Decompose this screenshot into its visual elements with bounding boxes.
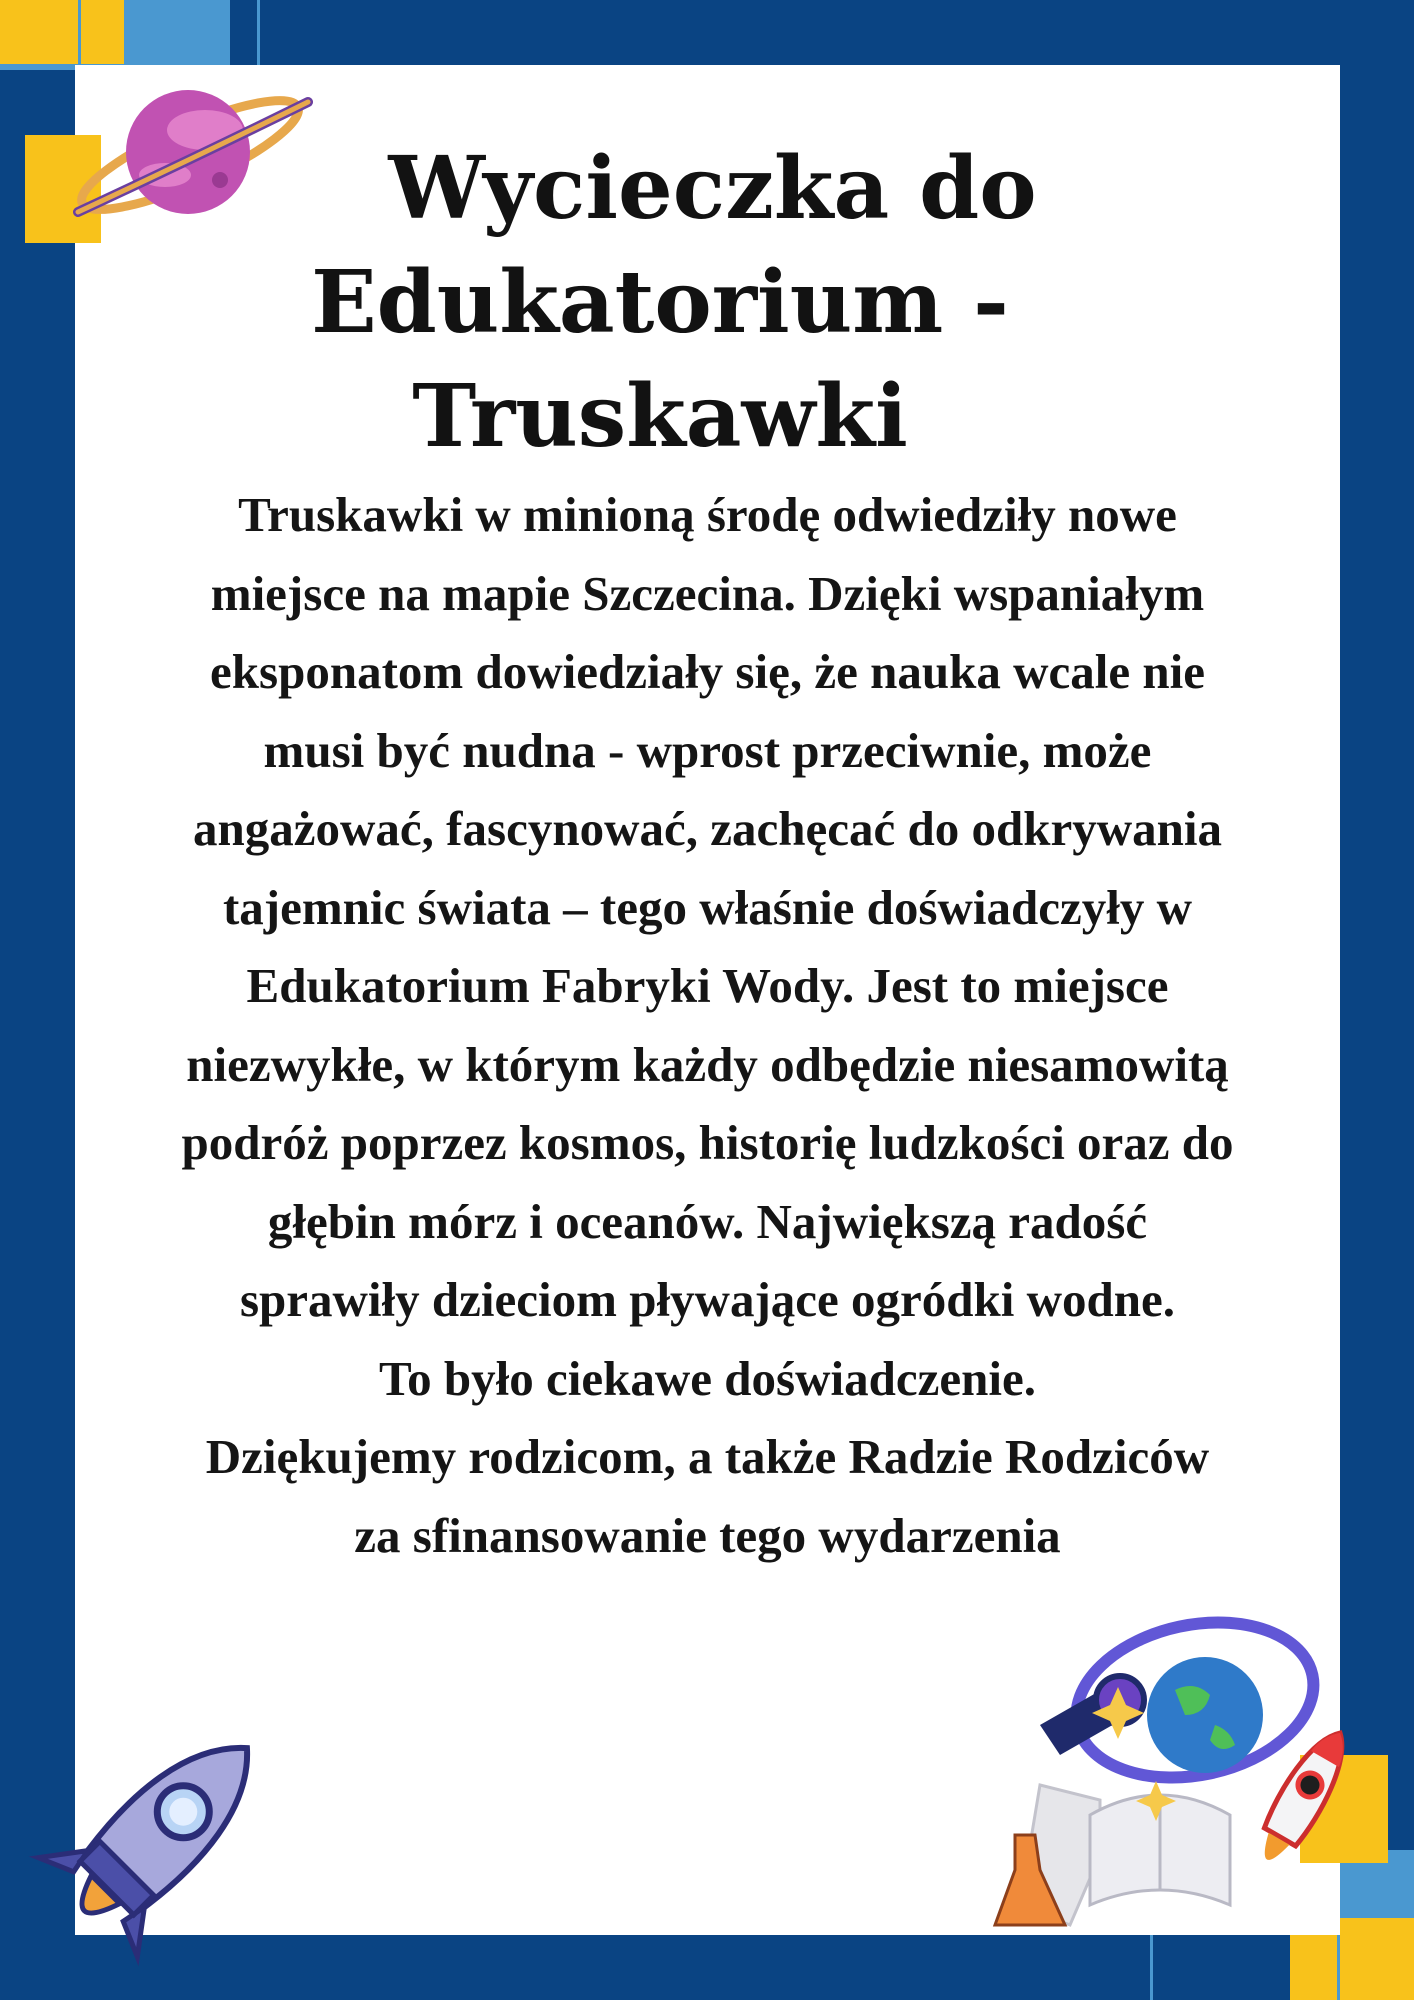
body-line: za sfinansowanie tego wydarzenia — [354, 1507, 1061, 1563]
science-collage-icon — [980, 1605, 1380, 1945]
planet-icon — [70, 80, 320, 230]
body-line: angażować, fascynować, zachęcać do odkrywania — [193, 801, 1222, 856]
body-line: eksponatom dowiedziały się, że nauka wcale nie — [210, 644, 1205, 699]
body-line: musi być nudna - wprost przeciwnie, może — [263, 722, 1152, 778]
article-body — [100, 476, 1315, 1575]
body-line: podróż poprzez kosmos, historię ludzkości oraz do — [181, 1115, 1234, 1170]
rocket-icon — [25, 1705, 285, 1975]
body-line: sprawiły dzieciom pływające ogródki wodne. — [239, 1272, 1176, 1327]
body-line: tajemnic świata – tego właśnie doświadczyły w — [222, 879, 1193, 935]
body-line: Edukatorium Fabryki Wody. Jest to miejsce — [246, 958, 1169, 1013]
body-line: To było ciekawe doświadczenie. — [379, 1350, 1036, 1406]
title-line-2: Edukatorium - Truskawki — [311, 252, 1009, 467]
body-line: miejsce na mapie Szczecina. Dzięki wspaniałym — [210, 565, 1205, 621]
title-line-1: Wycieczka do — [388, 138, 1037, 239]
body-line: niezwykłe, w którym każdy odbędzie niesamowitą — [186, 1036, 1229, 1092]
body-line: Truskawki w minioną środę odwiedziły nowe — [238, 487, 1177, 542]
body-line: Dziękujemy rodzicom, a także Radzie Rodziców — [205, 1429, 1210, 1484]
body-line: głębin mórz i oceanów. Największą radość — [267, 1193, 1148, 1249]
